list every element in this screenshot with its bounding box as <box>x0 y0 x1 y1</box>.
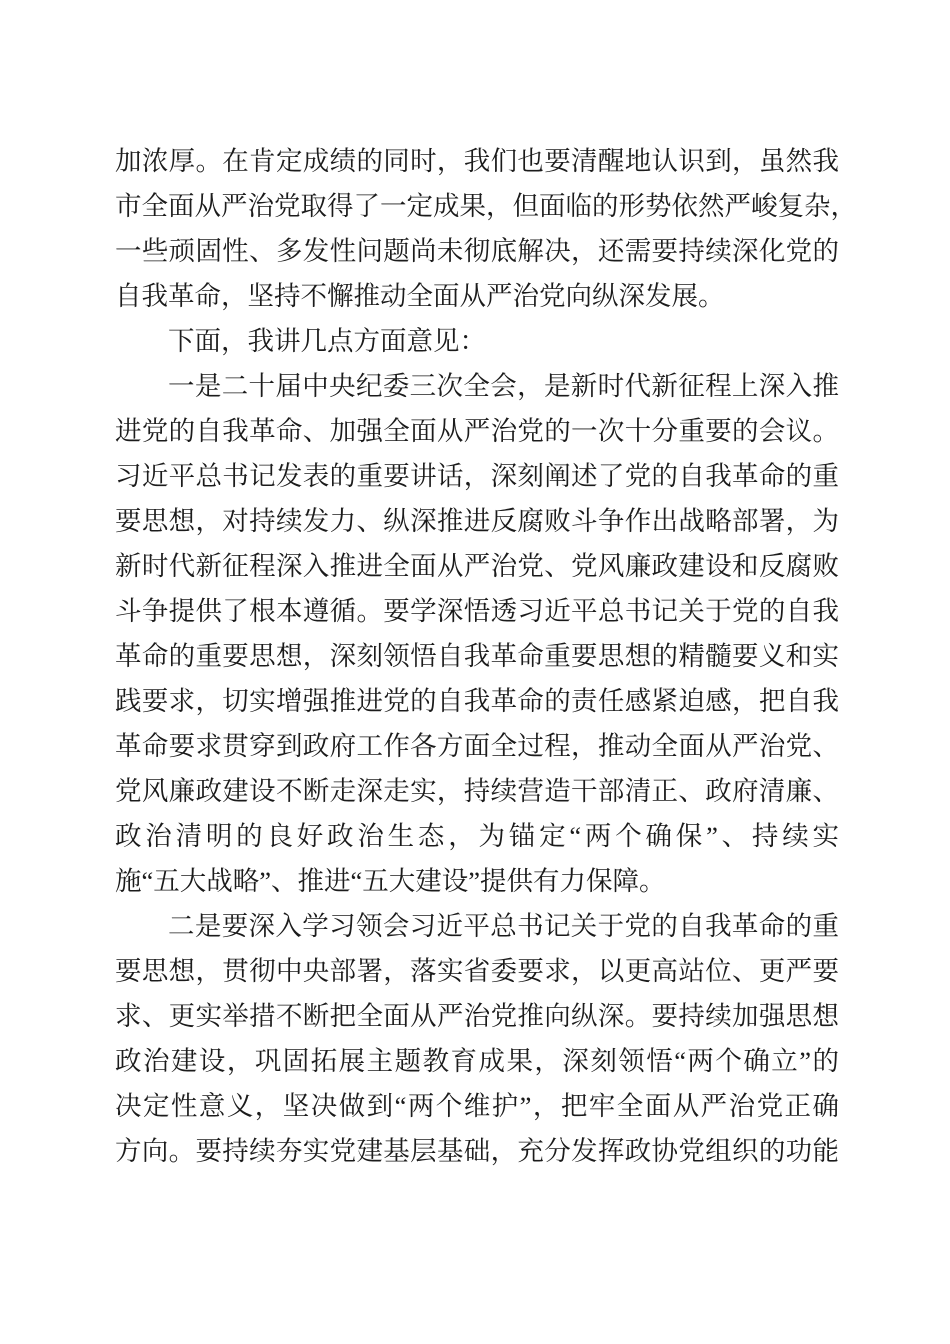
text-line: 革命的重要思想，深刻领悟自我革命重要思想的精髓要义和实 <box>115 641 839 671</box>
text-line: 求、更实举措不断把全面从严治党推向纵深。要持续加强思想 <box>115 1001 839 1031</box>
text-line: 革命要求贯穿到政府工作各方面全过程，推动全面从严治党、 <box>115 731 839 761</box>
text-line: 进党的自我革命、加强全面从严治党的一次十分重要的会议。 <box>115 416 839 446</box>
text-line: 自我革命，坚持不懈推动全面从严治党向纵深发展。 <box>115 281 725 311</box>
text-line: 下面，我讲几点方面意见： <box>168 326 486 356</box>
text-line: 要思想，贯彻中央部署，落实省委要求，以更高站位、更严要 <box>115 956 839 986</box>
text-line: 施“五大战略”、推进“五大建设”提供有力保障。 <box>115 866 666 896</box>
text-line: 方向。要持续夯实党建基层基础，充分发挥政协党组织的功能 <box>115 1136 839 1166</box>
text-line: 市全面从严治党取得了一定成果，但面临的形势依然严峻复杂， <box>115 191 857 221</box>
text-line: 一是二十届中央纪委三次全会，是新时代新征程上深入推 <box>168 371 839 401</box>
text-line: 加浓厚。在肯定成绩的同时，我们也要清醒地认识到，虽然我 <box>115 146 839 176</box>
text-line: 一些顽固性、多发性问题尚未彻底解决，还需要持续深化党的 <box>115 236 839 266</box>
text-line: 要思想，对持续发力、纵深推进反腐败斗争作出战略部署，为 <box>115 506 839 536</box>
text-line: 政治清明的良好政治生态，为锚定“两个确保”、持续实 <box>115 821 839 851</box>
text-line: 新时代新征程深入推进全面从严治党、党风廉政建设和反腐败 <box>115 551 839 581</box>
text-line: 党风廉政建设不断走深走实，持续营造干部清正、政府清廉、 <box>115 776 839 806</box>
text-line: 践要求，切实增强推进党的自我革命的责任感紧迫感，把自我 <box>115 686 839 716</box>
text-line: 斗争提供了根本遵循。要学深悟透习近平总书记关于党的自我 <box>115 596 839 626</box>
text-line: 决定性意义，坚决做到“两个维护”，把牢全面从严治党正确 <box>115 1091 839 1121</box>
text-line: 习近平总书记发表的重要讲话，深刻阐述了党的自我革命的重 <box>115 461 839 491</box>
text-line: 政治建设，巩固拓展主题教育成果，深刻领悟“两个确立”的 <box>115 1046 839 1076</box>
text-line: 二是要深入学习领会习近平总书记关于党的自我革命的重 <box>168 911 839 941</box>
document-body <box>115 139 857 1174</box>
